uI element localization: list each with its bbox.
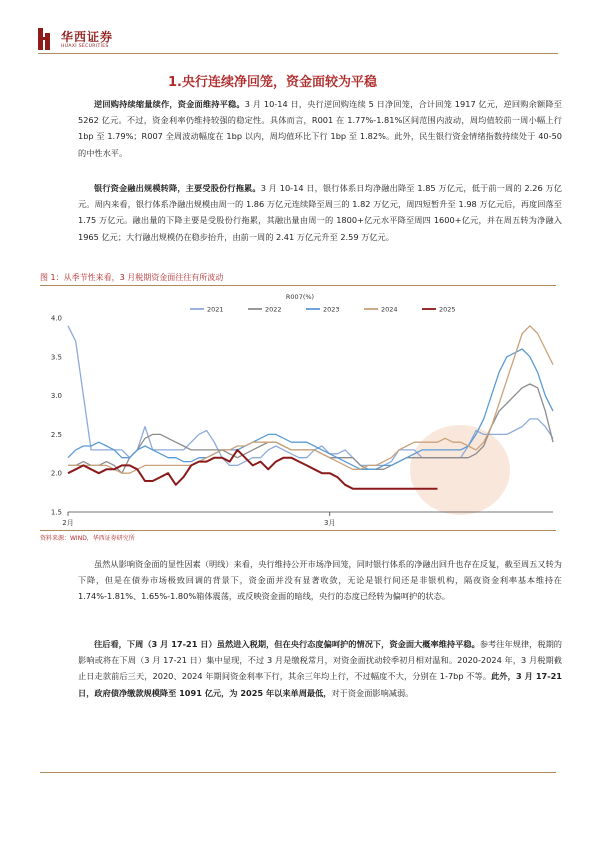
report-header [38,22,558,52]
y-tick-label: 3.0 [50,392,62,401]
paragraph-3 [78,556,562,605]
figure-top-rule [40,285,556,286]
section-title: 1.央行连续净回笼，资金面较为平稳 [168,75,377,90]
y-tick-label: 1.5 [50,508,62,517]
paragraph-2-body: 3 月 10-14 日，银行体系日均净融出降至 1.85 万亿元，低于前一周的 2.26 万亿元。周内来看，银行体系净融出规模由周一的 1.86 万亿元连续降至周三的 1.82 万亿元，周四短暂升至 1.98 万亿元后，再度回落至 1.75 万亿元。融出量的下降主要是受股份行拖累，其融出量由周一的 1800+亿元水平降至周四 1600+亿元，并在周五转为净融入 1965 亿元；大行融出规模仍在稳步抬升，由前一周的 2.41 万亿元升至 2.59 万亿元。 [78,183,562,242]
y-tick-label: 3.5 [50,353,62,362]
legend-label-2025: 2025 [439,305,456,314]
x-axis [62,512,335,527]
figure-title: 图 1：从季节性来看，3 月税期资金面往往有所波动 [40,273,224,282]
paragraph-2 [78,180,562,245]
paragraph-4-lead: 往后看，下周（3 月 17-21 日）虽然进入税期，但在央行态度偏呵护的情况下，资金面大概率维持平稳。 [94,639,480,649]
paragraph-2-lead: 银行资金融出规模转降，主要受股份行拖累。 [94,183,261,193]
legend-label-2022: 2022 [265,305,282,314]
brand-name-en: HUAXI SECURITIES [61,44,109,49]
paragraph-4-tail: 对于资金面影响减弱。 [331,687,414,698]
y-tick-label: 2.0 [50,469,62,478]
paragraph-4-lead2: 此外，3 月 17-21 日，政府债净缴款规模降至 1091 亿元，为 2025 年以来单周最低， [78,671,562,698]
chart-title: R007(%) [285,293,315,301]
r007-line-chart [40,287,556,529]
legend-label-2023: 2023 [323,305,340,314]
figure-source: 资料来源：WIND，华西证券研究所 [40,535,135,542]
x-tick-label: 3月 [324,519,336,527]
paragraph-4-body: 参考往年规律，税期的影响或将在下周（3 月 17-21 日）集中显现，不过 3 月是缴税常月，对资金面扰动较季初月相对温和。2020-2024 年，3 月税期截止日走款前后三天，2020、2024 年期间资金利率下行，其余三年均上行，不过幅度不大，分别在 1-7bp 不等。 [78,639,562,682]
huaxi-logo-icon [38,28,54,50]
paragraph-1-lead: 逆回购持续缩量续作，资金面维持平稳。 [94,99,245,109]
figure-bottom-rule [40,530,556,531]
paragraph-1-body: 3 月 10-14 日，央行逆回购连续 5 日净回笼，合计回笼 1917 亿元，逆回购余额降至 5262 亿元。不过，资金利率仍维持较强的稳定性。具体而言，R001 在 1.77%-1.81%区间范围内波动，周均值较前一周小幅上行 1bp 至 1.79%；R007 全周波动幅度在 1bp 以内，周均值环比下行 1bp 至 1.82%。此外，民生银行资金情绪指数持续处于 40-50 的中性水平。 [78,99,562,158]
chart-legend [190,306,456,314]
y-tick-label: 2.5 [50,430,62,439]
y-tick-label: 4.0 [50,314,62,323]
x-tick-label: 2月 [62,519,74,527]
legend-label-2024: 2024 [381,305,398,314]
header-divider [38,53,558,54]
brand-name-cn: 华西证券 [61,30,114,44]
paragraph-3-body: 虽然从影响资金面的显性因素（明线）来看，央行维持公开市场净回笼，同时银行体系的净融出回升也存在反复，截至周五又转为下降，但是在债券市场极致回调的背景下，资金面并没有显著收敛，无论是银行间还是非银机构，隔夜资金利率基本维持在 1.74%-1.81%、1.65%-1.80%箱体震荡，或反映资金面的暗线，央行的态度已经转为偏呵护的状态。 [78,559,562,602]
highlight-ellipse [410,425,510,515]
paragraph-4 [78,636,562,701]
footer-divider [40,772,556,773]
paragraph-1 [78,96,562,161]
legend-label-2021: 2021 [207,305,224,314]
